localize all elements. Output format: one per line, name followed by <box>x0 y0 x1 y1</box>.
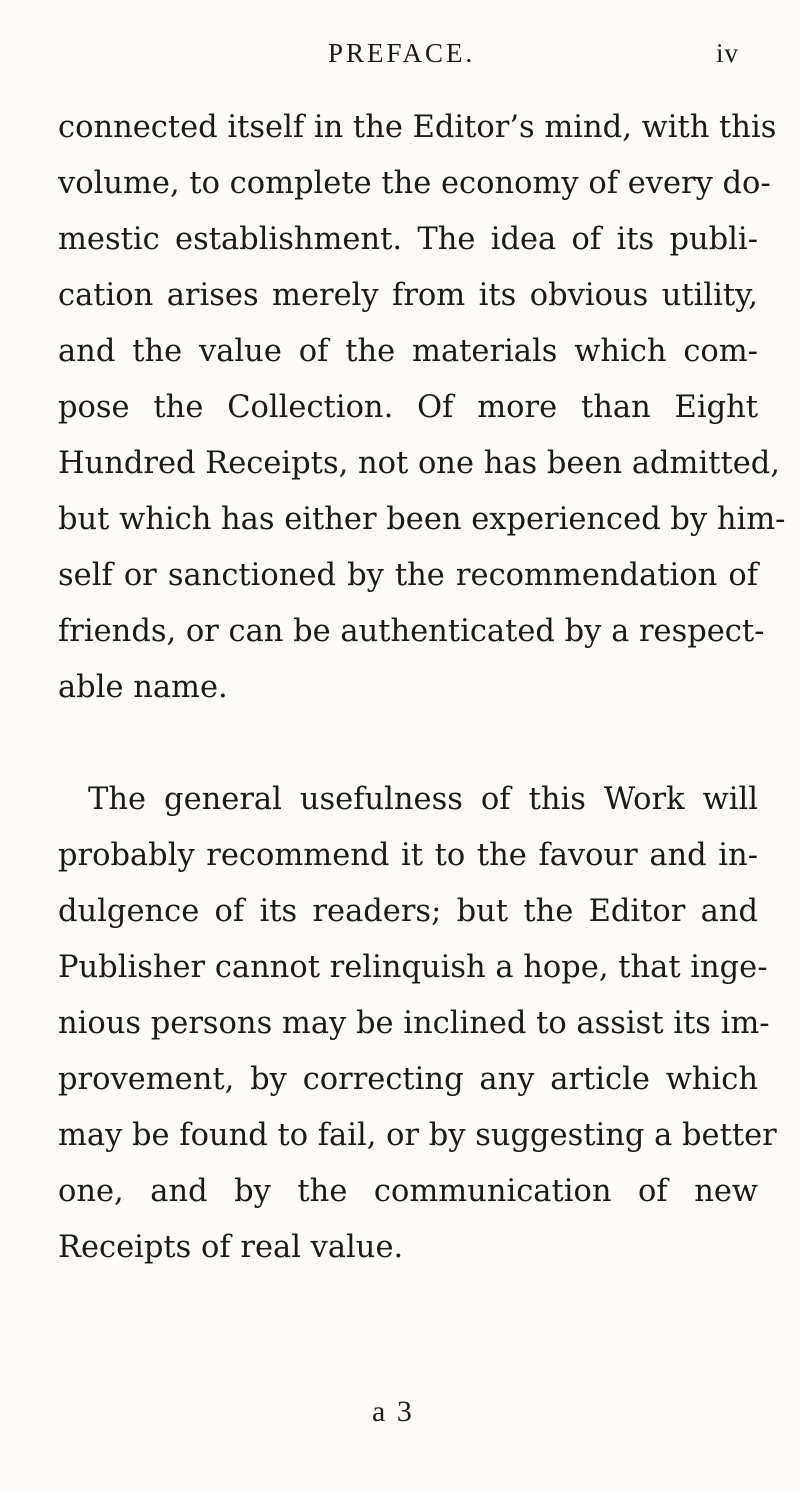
text-line: provement, by correcting any article which <box>58 1062 758 1097</box>
paragraph-1 <box>58 100 786 716</box>
text-line: nious persons may be inclined to assist its im- <box>58 1006 770 1041</box>
text-line: friends, or can be authenticated by a respect- <box>58 614 765 649</box>
paragraph-2 <box>58 772 777 1276</box>
text-line: self or sanctioned by the recommendation of <box>58 558 758 593</box>
text-line: probably recommend it to the favour and in- <box>58 838 758 873</box>
running-head <box>0 36 800 76</box>
signature-mark: a 3 <box>372 1395 414 1428</box>
text-line: pose the Collection. Of more than Eight <box>58 390 758 425</box>
text-line: volume, to complete the economy of every do- <box>58 166 771 201</box>
page-number: iv <box>716 38 740 68</box>
body-text <box>58 100 786 1276</box>
text-line: Receipts of real value. <box>58 1230 404 1265</box>
text-line: Publisher cannot relinquish a hope, that inge- <box>58 950 768 985</box>
page-title: PREFACE. <box>328 38 476 68</box>
text-line: The general usefulness of this Work will <box>88 782 758 817</box>
text-line: Hundred Receipts, not one has been admitted, <box>58 446 780 481</box>
text-line: one, and by the communication of new <box>58 1174 758 1209</box>
text-line: mestic establishment. The idea of its publi- <box>58 222 758 257</box>
paragraph-spacer <box>58 716 758 772</box>
text-line: may be found to fail, or by suggesting a better <box>58 1118 777 1153</box>
text-line: dulgence of its readers; but the Editor and <box>58 894 758 929</box>
text-line: and the value of the materials which com- <box>58 334 758 369</box>
text-line: connected itself in the Editor’s mind, with this <box>58 110 777 145</box>
text-line: cation arises merely from its obvious utility, <box>58 278 758 313</box>
text-line: but which has either been experienced by him- <box>58 502 786 537</box>
text-line: able name. <box>58 670 228 705</box>
